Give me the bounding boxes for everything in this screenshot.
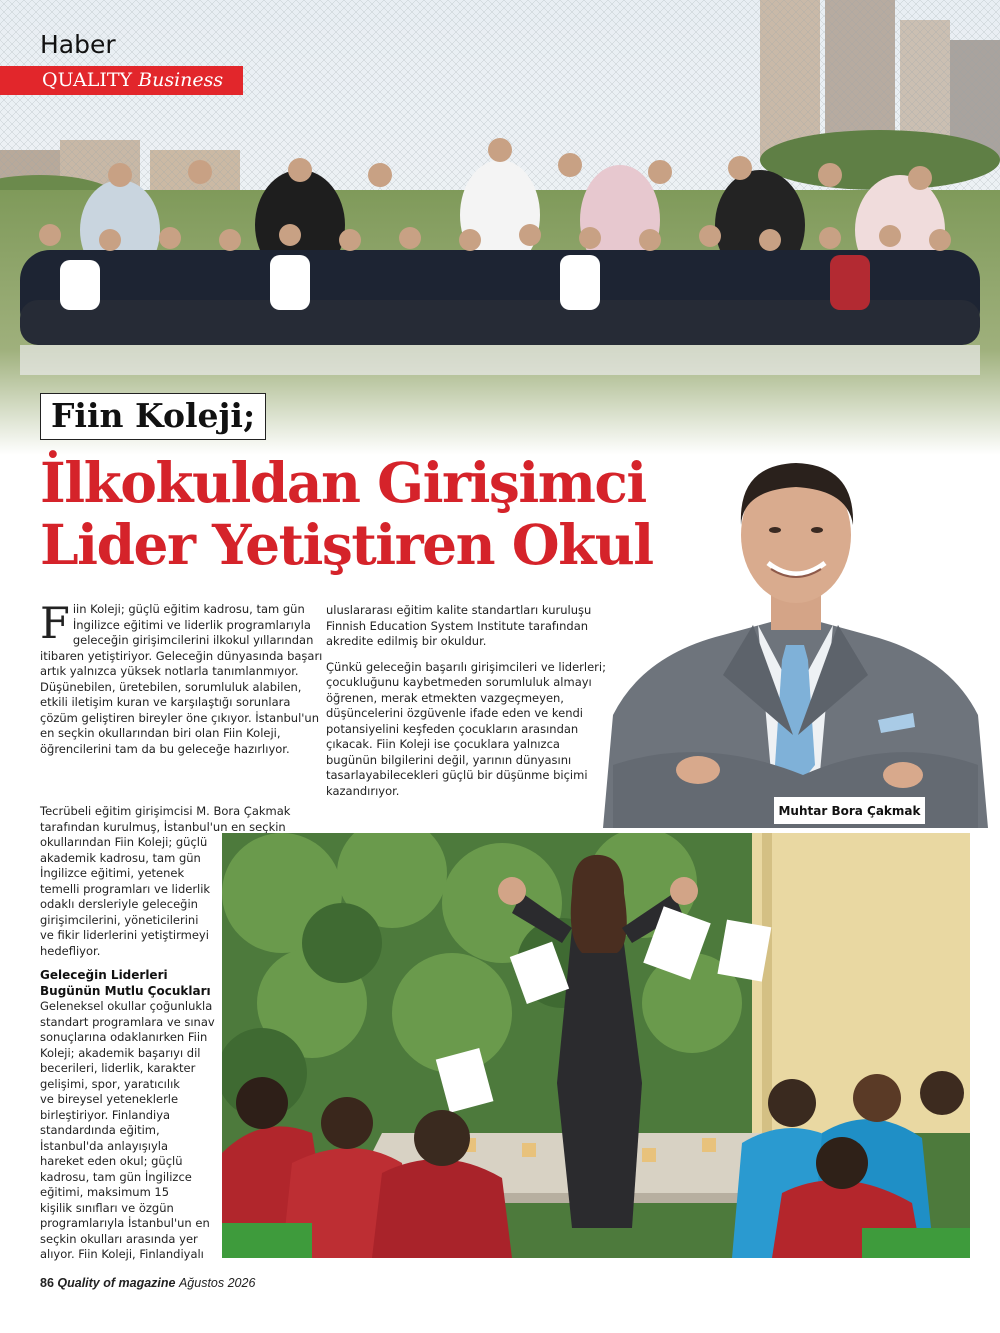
text-line: birleştiriyor. Finlandiya xyxy=(40,1107,171,1122)
headline xyxy=(40,452,700,576)
brand-sub: Business xyxy=(138,69,224,91)
text-line: en seçkin okullarından biri olan Fiin Koleji, xyxy=(40,726,281,740)
text-line: çocukluğunu kaybetmeden sorumluluk almayı xyxy=(326,675,592,689)
text-line: öğrenen, merak etmekten vazgeçmeyen, xyxy=(326,690,564,705)
text-line: iin Koleji; güçlü eğitim kadrosu, tam gün xyxy=(72,602,305,616)
text-line: sonuçlarına odaklanırken Fiin xyxy=(40,1030,208,1044)
text-line: Düşünebilen, üretebilen, sorumluluk alabilen, xyxy=(40,679,302,694)
paragraph xyxy=(326,603,596,650)
headline-line: Lider Yetiştiren Okul xyxy=(40,512,653,577)
text-line: düşüncelerini özgüvenle ifade eden ve kendi xyxy=(326,706,584,720)
text-line: gelişimi, spor, yaratıcılık xyxy=(40,1076,180,1091)
kicker-label: Fiin Koleji; xyxy=(40,393,266,440)
brand-label xyxy=(42,69,223,91)
text-line: etkili iletişim kuran ve karşılaştığı sorunlara xyxy=(40,695,291,709)
portrait-photo xyxy=(603,435,988,828)
text-line: akademik kadrosu, tam gün xyxy=(40,850,201,865)
text-line: İngilizce eğitimi ve liderlik programlarıyla xyxy=(72,617,311,632)
subheading-line: Geleceğin Liderleri xyxy=(40,968,168,982)
text-line: odaklı dersleriyle geleceğin xyxy=(40,897,198,911)
text-line: okullarından Fiin Koleji; güçlü xyxy=(40,835,208,849)
text-line: ve fikir liderlerini yetiştirmeyi xyxy=(40,928,209,942)
text-line: İngilizce eğitimi, yetenek xyxy=(40,866,185,880)
text-line: bugünün bilgilerini değil, yarının dünyasını xyxy=(326,752,572,767)
paragraph xyxy=(40,648,323,758)
headline-line: İlkokuldan Girişimci xyxy=(40,450,646,515)
section-label: Haber xyxy=(40,30,116,59)
text-line: Çünkü geleceğin başarılı girişimcileri ve liderleri; xyxy=(326,659,606,674)
text-line: kadrosu, tam gün İngilizce xyxy=(40,1169,192,1184)
text-line: geleceğin girişimcilerini ilkokul yıllarından xyxy=(72,633,314,647)
text-line: ve bireysel yeteneklerle xyxy=(40,1092,179,1106)
text-line: tasarlayabilecekleri güçlü bir düşünme biçimi xyxy=(326,768,588,782)
text-line: çıkacak. Fiin Koleji ise çocuklara yalnızca xyxy=(326,737,560,751)
text-line: temelli programları ve liderlik xyxy=(40,881,211,896)
page-number: 86 xyxy=(40,1276,54,1290)
text-line: Finnish Education System Institute tarafından xyxy=(326,618,589,633)
subheading xyxy=(40,968,218,999)
text-line: öğrencilerini tam da bu geleceğe hazırlıyor. xyxy=(40,741,290,756)
text-line: alıyor. Fiin Koleji, Finlandiyalı xyxy=(40,1247,204,1261)
text-line: akredite edilmiş bir okuldur. xyxy=(326,634,487,648)
page-footer xyxy=(40,1276,255,1290)
article-column-1 xyxy=(40,599,323,757)
magazine-name: Quality of magazine xyxy=(57,1276,176,1290)
text-line: seçkin okulları arasında yer xyxy=(40,1231,198,1246)
text-line: hedefliyor. xyxy=(40,943,101,958)
text-line: Geleneksel okullar çoğunlukla xyxy=(40,999,213,1013)
photo-caption: Muhtar Bora Çakmak xyxy=(774,797,925,824)
issue-date: Ağustos 2026 xyxy=(178,1276,256,1290)
classroom-photo xyxy=(222,833,970,1258)
text-line: İstanbul'da anlayışıyla xyxy=(40,1138,168,1153)
article-column-2 xyxy=(326,603,606,799)
paragraph xyxy=(326,659,606,800)
text-line: kazandırıyor. xyxy=(326,783,400,798)
paragraph xyxy=(40,999,218,1263)
text-line: standart programlara ve sınav xyxy=(40,1014,215,1029)
text-line: artık yalnızca yüksek notlarla tanımlanmıyor. xyxy=(40,664,299,678)
text-line: potansiyelini keşfeden çocukların arasından xyxy=(326,721,579,736)
brand-main: QUALITY xyxy=(42,69,133,91)
text-line: Tecrübeli eğitim girişimcisi M. Bora Çakmak xyxy=(40,804,291,818)
intro-lines xyxy=(40,599,314,649)
text-line: standardında eğitim, xyxy=(40,1123,160,1137)
text-line: Koleji; akademik başarıyı dil xyxy=(40,1045,201,1060)
dropcap: F xyxy=(40,599,70,649)
text-line: eğitimi, maksimum 15 xyxy=(40,1185,170,1199)
text-line: kişilik sınıfları ve özgün xyxy=(40,1200,174,1215)
text-line: girişimcilerini, yöneticilerini xyxy=(40,912,199,927)
text-line: çözüm geliştiren bireyler öne çıkıyor. İstanbul'un xyxy=(40,710,320,725)
subheading-line: Bugünün Mutlu Çocukları xyxy=(40,983,211,998)
text-line: uluslararası eğitim kalite standartları kuruluşu xyxy=(326,603,592,617)
text-line: programlarıyla İstanbul'un en xyxy=(40,1216,210,1230)
text-line: tarafından kurulmuş, İstanbul'un en seçkin xyxy=(40,819,286,834)
paragraph xyxy=(40,804,291,959)
article-column-1-lower xyxy=(40,804,291,1263)
text-line: itibaren yetiştiriyor. Geleceğin dünyasında başarı xyxy=(40,648,323,663)
text-line: hareket eden okul; güçlü xyxy=(40,1154,183,1168)
text-line: becerileri, liderlik, karakter xyxy=(40,1061,196,1075)
